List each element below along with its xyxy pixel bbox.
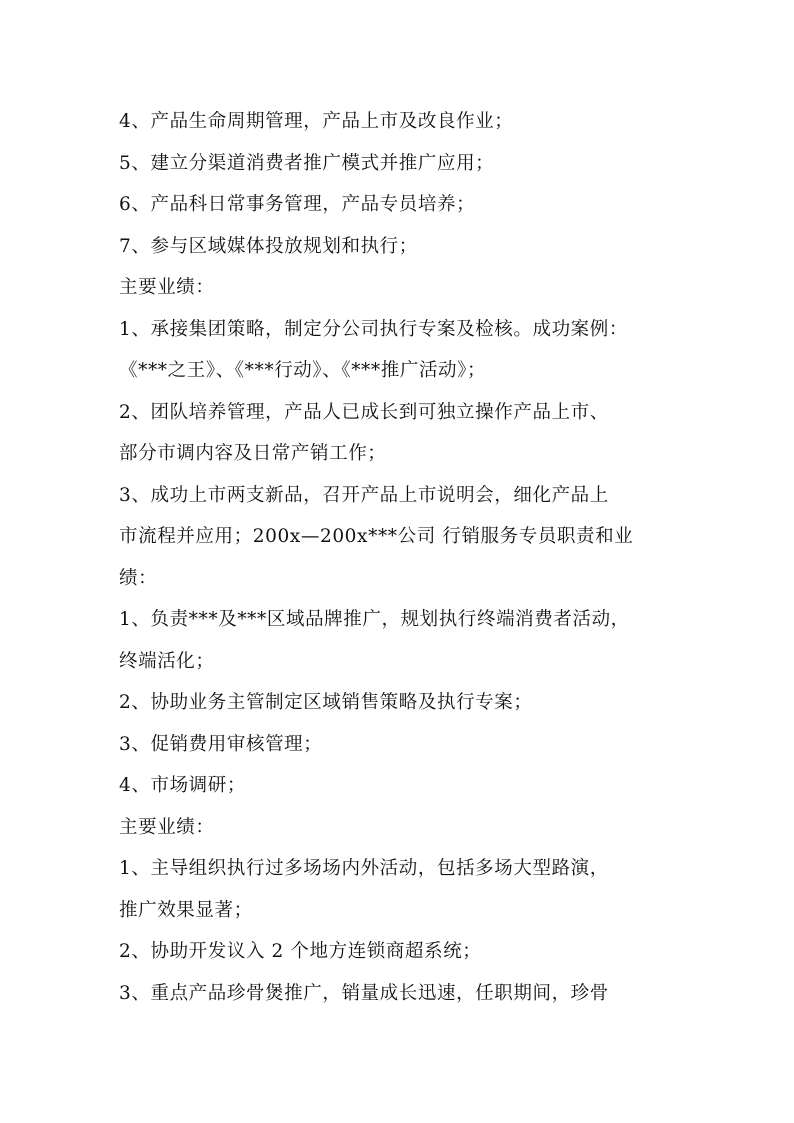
text-line: 6、产品科日常事务管理，产品专员培养； — [119, 194, 476, 215]
text-line: 部分市调内容及日常产销工作； — [119, 443, 387, 464]
text-line: 市流程并应用；200x—200x***公司 行销服务专员职责和业 — [119, 526, 634, 547]
text-line: 绩： — [119, 567, 158, 589]
text-line: 1、承接集团策略，制定分公司执行专案及检核。成功案例： — [119, 318, 628, 340]
text-line: 7、参与区域媒体投放规划和执行； — [119, 235, 418, 257]
text-line: 4、市场调研； — [119, 775, 246, 796]
text-line: 终端活化； — [119, 650, 215, 672]
text-line: 4、产品生命周期管理，产品上市及改良作业； — [119, 111, 514, 132]
section-heading: 主要业绩： — [119, 277, 215, 298]
text-line: 1、主导组织执行过多场场内外活动，包括多场大型路演， — [119, 858, 609, 879]
text-line: 3、促销费用审核管理； — [119, 733, 323, 755]
text-line: 3、成功上市两支新品，召开产品上市说明会，细化产品上 — [119, 484, 609, 506]
text-line: 《***之王》、《***行动》、《***推广活动》； — [119, 360, 487, 381]
text-line: 2、协助业务主管制定区域销售策略及执行专案； — [119, 692, 533, 713]
text-line: 5、建立分渠道消费者推广模式并推广应用； — [119, 152, 495, 174]
text-line: 推广效果显著； — [119, 899, 253, 921]
document-body — [119, 101, 689, 1014]
text-line: 1、负责***及***区域品牌推广，规划执行终端消费者活动， — [119, 609, 630, 630]
section-heading: 主要业绩： — [119, 816, 215, 838]
text-line: 2、团队培养管理，产品人已成长到可独立操作产品上市、 — [119, 401, 609, 423]
text-line: 3、重点产品珍骨煲推广，销量成长迅速，任职期间，珍骨 — [119, 982, 609, 1004]
text-line: 2、协助开发议入 2 个地方连锁商超系统； — [119, 941, 482, 962]
